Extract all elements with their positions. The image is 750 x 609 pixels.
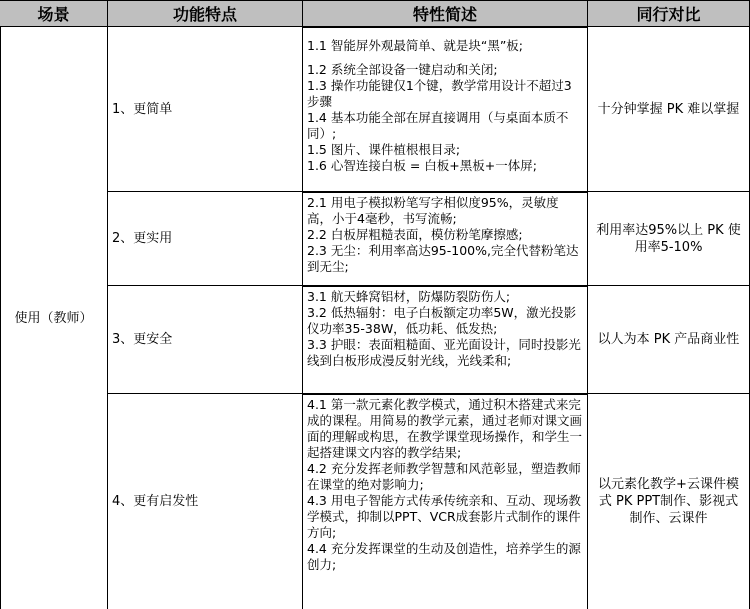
description-item: 4.4 充分发挥课堂的生动及创造性，培养学生的源创力; — [307, 541, 581, 572]
description-item: 1.1 智能屏外观最简单、就是块“黑”板; — [307, 38, 524, 53]
description-item: 2.1 用电子模拟粉笔写字相似度95%，灵敏度高，小于4毫秒，书写流畅; — [307, 195, 559, 226]
header-description: 特性简述 — [303, 0, 588, 27]
comparison-cell-2: 利用率达95%以上 PK 使用率5-10% — [588, 192, 750, 286]
feature-cell-2: 2、更实用 — [108, 192, 303, 286]
header-scene: 场景 — [0, 0, 108, 27]
comparison-cell-4: 以元素化教学+云课件模式 PK PPT制作、影视式制作、云课件 — [588, 394, 750, 609]
description-cell-1 — [303, 27, 588, 192]
description-item: 1.3 操作功能键仅1个键，教学常用设计不超过3步骤 — [307, 78, 572, 109]
description-cell-2 — [303, 192, 588, 286]
comparison-cell-3: 以人为本 PK 产品商业性 — [588, 286, 750, 394]
description-item: 1.4 基本功能全部在屏直接调用（与桌面本质不同）; — [307, 110, 569, 141]
header-features: 功能特点 — [108, 0, 303, 27]
feature-cell-3: 3、更安全 — [108, 286, 303, 394]
feature-cell-4: 4、更有启发性 — [108, 394, 303, 609]
description-item: 1.2 系统全部设备一键启动和关闭; — [307, 62, 498, 77]
comparison-cell-1: 十分钟掌握 PK 难以掌握 — [588, 27, 750, 192]
description-item: 1.6 心智连接白板 = 白板+黑板+一体屏; — [307, 158, 537, 173]
description-item: 3.3 护眼：表面粗糙面、亚光面设计，同时投影光线到白板形成漫反射光线，光线柔和; — [307, 337, 581, 368]
description-item: 3.2 低热辐射：电子白板额定功率5W，激光投影仪功率35-38W，低功耗、低发热; — [307, 305, 577, 336]
description-item: 4.2 充分发挥老师教学智慧和风范彰显，塑造教师在课堂的绝对影响力; — [307, 461, 581, 492]
header-comparison: 同行对比 — [588, 0, 750, 27]
description-item: 4.1 第一款元素化教学模式，通过积木搭建式来完成的课程。用简易的教学元素，通过老师对课文画面的理解或构思，在教学课堂现场操作，和学生一起搭建课文内容的教学结果; — [307, 397, 583, 460]
description-item: 4.3 用电子智能方式传承传统亲和、互动、现场教学模式，抑制以PPT、VCR成套影片式制作的课件方向; — [307, 493, 581, 540]
description-item: 3.1 航天蜂窝铝材，防爆防裂防伤人; — [307, 289, 511, 304]
description-cell-4 — [303, 394, 588, 609]
description-item: 2.3 无尘：利用率高达95-100%,完全代替粉笔达到无尘; — [307, 243, 579, 274]
feature-cell-1: 1、更简单 — [108, 27, 303, 192]
scene-cell: 使用（教师） — [0, 27, 108, 609]
description-item: 1.5 图片、课件植根根目录; — [307, 142, 461, 157]
description-cell-3 — [303, 286, 588, 394]
description-item: 2.2 白板屏粗糙表面，模仿粉笔摩擦感; — [307, 227, 523, 242]
